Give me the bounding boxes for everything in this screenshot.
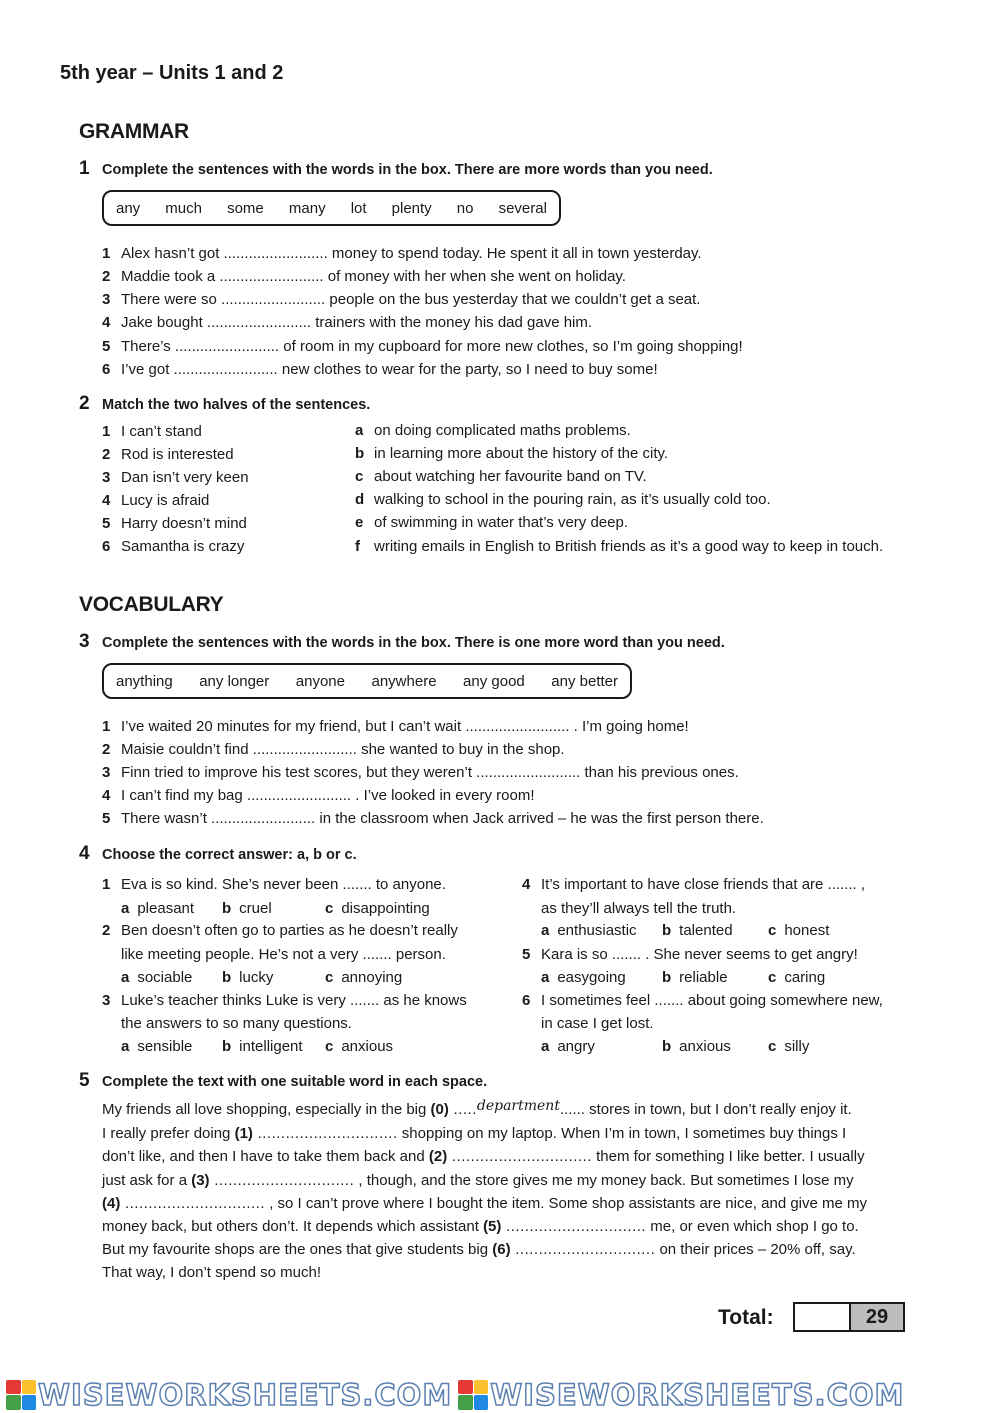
ex4-option[interactable]: b intelligent [222, 1038, 303, 1055]
cloze-line[interactable]: But my favourite shops are the ones that give students big (6) .............................. on their prices – 20% off, say. [102, 1241, 856, 1259]
ex4-option[interactable]: c annoying [325, 969, 403, 986]
watermark-text: WISEWORKSHEETS.COM [38, 1377, 453, 1412]
grammar-heading: GRAMMAR [79, 120, 189, 143]
exercise-number: 4 [79, 843, 90, 864]
exercise-instruction: Choose the correct answer: a, b or c. [102, 847, 357, 863]
ex4-option[interactable]: a sensible [121, 1038, 193, 1055]
ex4-option[interactable]: a enthusiastic [541, 922, 637, 939]
word-box-item: some [227, 199, 264, 217]
score-input-cell[interactable] [795, 1304, 851, 1330]
exercise-number: 2 [79, 393, 90, 414]
exercise-1-heading [79, 158, 713, 180]
word-box-item: anything [116, 672, 173, 690]
watermark-text: WISEWORKSHEETS.COM [490, 1377, 905, 1412]
word-box-item: no [456, 199, 474, 217]
total-score-box [793, 1302, 905, 1332]
ex4-option[interactable]: b reliable [662, 969, 728, 986]
ex4-option[interactable]: b lucky [222, 969, 274, 986]
ex4-option[interactable]: a angry [541, 1038, 595, 1055]
ex4-option[interactable]: a easygoing [541, 969, 626, 986]
word-box-item: anywhere [371, 672, 437, 690]
ex4-option[interactable]: c disappointing [325, 900, 430, 917]
ex4-question-cont: the answers to so many questions. [121, 1015, 352, 1032]
word-box-item: anyone [295, 672, 345, 690]
word-box-item: any [116, 199, 141, 217]
cloze-line[interactable]: money back, but others don’t. It depends which assistant (5) .............................. me, or even which shop I go to. [102, 1218, 859, 1236]
ex4-option[interactable]: b talented [662, 922, 733, 939]
word-box-item: much [165, 199, 202, 217]
ex4-option[interactable]: c honest [768, 922, 830, 939]
ex4-question-cont: in case I get lost. [541, 1015, 654, 1032]
word-box-item: many [288, 199, 326, 217]
exercise-instruction: Complete the sentences with the words in the box. There are more words than you need. [102, 162, 713, 178]
ex4-option[interactable]: b cruel [222, 900, 272, 917]
word-box-item: any good [463, 672, 525, 690]
total-label: Total: [718, 1306, 774, 1329]
ex4-option[interactable]: c silly [768, 1038, 810, 1055]
word-box-item: lot [350, 199, 367, 217]
word-box-3 [102, 663, 632, 699]
exercise-instruction: Complete the sentences with the words in the box. There is one more word than you need. [102, 635, 725, 651]
word-box-item: plenty [391, 199, 432, 217]
exercise-number: 5 [79, 1070, 90, 1091]
exercise-5-heading [79, 1070, 487, 1092]
cloze-text [102, 1098, 882, 1285]
exercise-3-heading [79, 631, 725, 653]
ex4-option[interactable]: a sociable [121, 969, 193, 986]
footer-watermark [0, 1376, 1000, 1413]
cloze-line: That way, I don’t spend so much! [102, 1264, 322, 1282]
ex4-question-cont: like meeting people. He’s not a very ....... person. [121, 946, 446, 963]
cloze-line[interactable]: I really prefer doing (1) .............................. shopping on my laptop. When I’m in town, I sometimes buy things I [102, 1125, 847, 1143]
ex4-question-cont: as they’ll always tell the truth. [541, 900, 737, 917]
exercise-number: 1 [79, 158, 90, 179]
exercise-4-heading [79, 843, 357, 865]
exercise-number: 3 [79, 631, 90, 652]
wiseworksheets-logo-icon [458, 1380, 488, 1410]
vocabulary-heading: VOCABULARY [79, 593, 224, 616]
word-box-item: any better [551, 672, 618, 690]
exercise-2-heading [79, 393, 370, 415]
exercise-instruction: Complete the text with one suitable word in each space. [102, 1074, 488, 1090]
page-title: 5th year – Units 1 and 2 [60, 62, 284, 84]
ex4-option[interactable]: a pleasant [121, 900, 195, 917]
ex4-option[interactable]: c caring [768, 969, 826, 986]
cloze-line[interactable]: don’t like, and then I have to take them back and (2) .............................. them for something I like better. I usually [102, 1148, 865, 1166]
ex4-option[interactable]: c anxious [325, 1038, 394, 1055]
cloze-line[interactable]: just ask for a (3) .............................. , though, and the store gives me my money back. But sometimes I lose my [102, 1171, 854, 1189]
wiseworksheets-logo-icon [6, 1380, 36, 1410]
word-box-item: any longer [199, 672, 270, 690]
word-box-item: several [498, 199, 547, 217]
word-box-1 [102, 190, 561, 226]
exercise-instruction: Match the two halves of the sentences. [102, 397, 371, 413]
ex4-option[interactable]: b anxious [662, 1038, 731, 1055]
total-score: 29 [851, 1304, 903, 1330]
cloze-line: My friends all love shopping, especially in the big (0) .....department...... stores in town, but I don’t really enjoy it. [102, 1098, 852, 1118]
cloze-line[interactable]: (4) .............................. , so I can’t prove where I bought the item. Some shop assistants are nice, and give me my [102, 1194, 868, 1212]
handwritten-answer: department [476, 1098, 560, 1114]
